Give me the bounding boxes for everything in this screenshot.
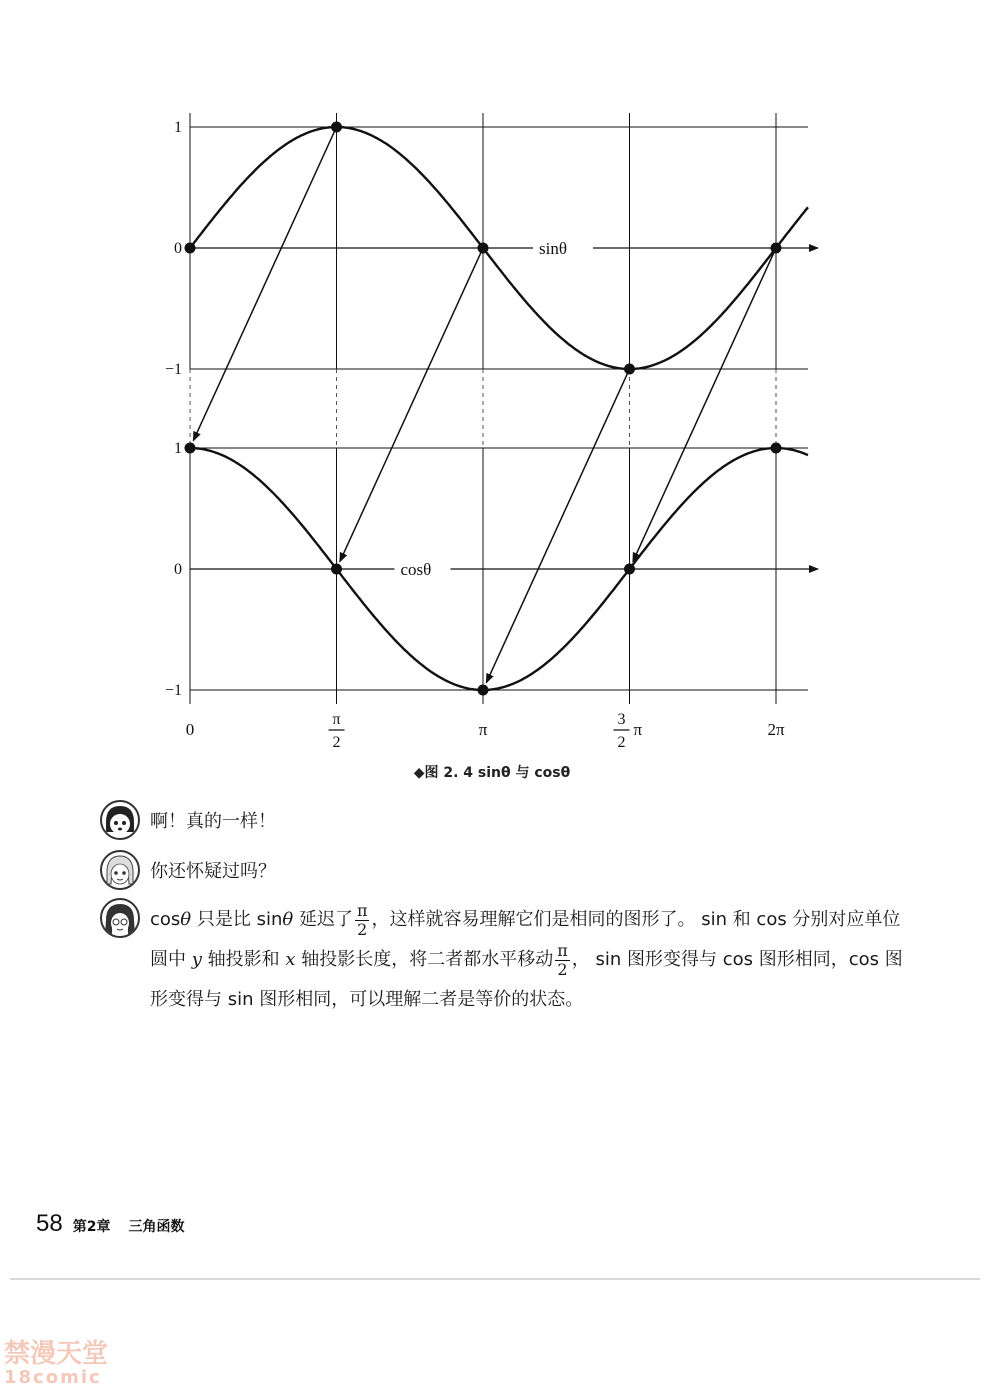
- fraction-pi-over-2: $\frac{\pi}{2}$: [356, 900, 368, 939]
- y-tick-label: −1: [164, 361, 182, 378]
- shift-arrow: [486, 369, 629, 683]
- x-tick-label: π: [478, 720, 488, 739]
- chapter-title: 三角函数: [128, 1219, 185, 1235]
- dialogue-text-1: 啊！真的一样！: [150, 811, 276, 832]
- y-tick-label: 0: [174, 561, 182, 578]
- sin-series-label: sinθ: [539, 239, 567, 258]
- dialogue-line-1: [100, 800, 276, 840]
- sin-point: [185, 243, 196, 254]
- explanation-paragraph: cosθ 只是比 sinθ 延迟了 $\frac{\pi}{2}$ ，这样就容易理解它们是相同的图形了。 sin 和 cos 分别对应单位圆中 y 轴投影和 x 轴投影长度，将二者都水平移动 $\frac{\pi}{2}$ ， sin 图形变得与 cos 图形相同，cos 图形变得与 sin 图形相同，可以理解二者是等价的状态。: [150, 900, 903, 1010]
- y-tick-label: 1: [174, 440, 182, 457]
- footer-rule: [10, 1278, 980, 1280]
- dialogue-text-2: 你还怀疑过吗？: [150, 861, 276, 882]
- figure-caption: ◆图 2. 4 sinθ 与 cosθ: [413, 765, 571, 781]
- page-footer: [36, 1210, 184, 1238]
- sin-point: [771, 243, 782, 254]
- girl-avatar-3-icon: [100, 898, 140, 938]
- cos-point: [331, 564, 342, 575]
- sin-point: [331, 122, 342, 133]
- watermark-logo: 禁漫天堂 18comic: [4, 1339, 109, 1388]
- shift-arrow: [633, 248, 776, 562]
- cos-point: [185, 443, 196, 454]
- y-tick-label: 0: [174, 240, 182, 257]
- cos-point: [624, 564, 635, 575]
- chapter-label: 第2章: [72, 1219, 111, 1235]
- x-tick-label: 3: [617, 711, 626, 728]
- shift-arrow: [340, 248, 483, 562]
- girl-avatar-1-icon: [100, 800, 140, 840]
- cos-series-label: cosθ: [400, 560, 432, 579]
- dialogue-line-2: [100, 850, 276, 890]
- x-tick-label: 2: [617, 734, 626, 751]
- fraction-pi-over-2: $\frac{\pi}{2}$: [557, 940, 568, 979]
- girl-avatar-2-icon: [100, 850, 140, 890]
- y-tick-label: −1: [164, 682, 182, 699]
- sin-point: [624, 364, 635, 375]
- x-tick-label: π: [332, 711, 341, 728]
- shift-arrow: [193, 127, 336, 441]
- cos-point: [771, 443, 782, 454]
- page-number: 58: [36, 1210, 63, 1237]
- y-tick-label: 1: [174, 119, 182, 136]
- x-tick-label: 0: [185, 720, 195, 739]
- sin-point: [478, 243, 489, 254]
- x-tick-label: π: [633, 720, 643, 739]
- x-tick-label: 2: [332, 734, 341, 751]
- cos-point: [478, 685, 489, 696]
- x-tick-label: 2π: [767, 720, 785, 739]
